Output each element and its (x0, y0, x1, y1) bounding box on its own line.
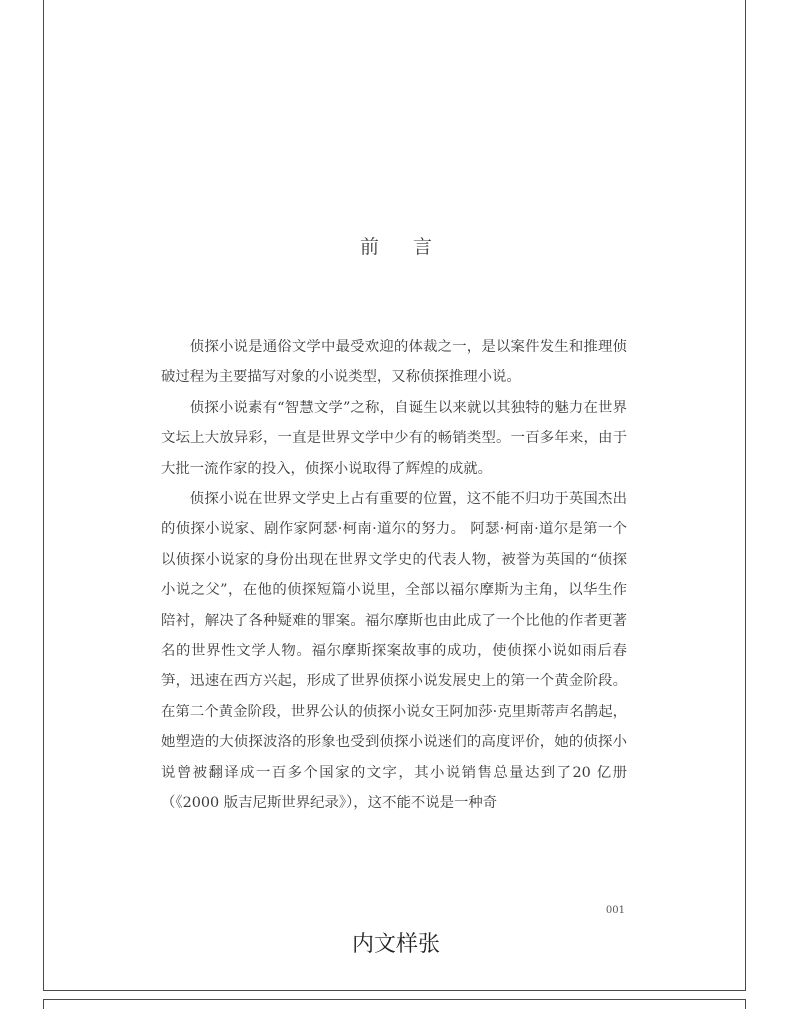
next-page-edge (43, 999, 746, 1009)
page-number: 001 (605, 905, 625, 916)
paragraph: 侦探小说是通俗文学中最受欢迎的体裁之一，是以案件发生和推理侦破过程为主要描写对象的小说类型，又称侦探推理小说。 (161, 339, 627, 386)
paragraph: 侦探小说素有“智慧文学”之称，自诞生以来就以其独特的魅力在世界文坛上大放异彩，一直是世界文学中少有的畅销类型。一百多年来，由于大批一流作家的投入，侦探小说取得了辉煌的成就。 (161, 399, 627, 477)
paragraph: 侦探小说在世界文学史上占有重要的位置，这不能不归功于英国杰出的侦探小说家、剧作家阿瑟·柯南·道尔的努力。 阿瑟·柯南·道尔是第一个以侦探小说家的身份出现在世界文学史的代表人物，被誉为英国的“侦探小说之父”，在他的侦探短篇小说里，全部以福尔摩斯为主角，以华生作陪衬，解决了各种疑难的罪案。福尔摩斯也由此成了一个比他的作者更著名的世界性文学人物。福尔摩斯探案故事的成功，使侦探小说如雨后春笋，迅速在西方兴起，形成了世界侦探小说发展史上的第一个黄金阶段。 在第二个黄金阶段，世界公认的侦探小说女王阿加莎·克里斯蒂声名鹊起，她塑造的大侦探波洛的形象也受到侦探小说迷们的高度评价，她的侦探小说曾被翻译成一百多个国家的文字，其小说销售总量达到了20 亿册（《2000 版吉尼斯世界纪录》），这不能不说是一种奇 (161, 491, 627, 812)
sample-label: 内文样张 (351, 932, 440, 957)
page-title: 前 言 (359, 236, 447, 258)
book-page (43, 0, 746, 991)
body-text (161, 332, 627, 819)
